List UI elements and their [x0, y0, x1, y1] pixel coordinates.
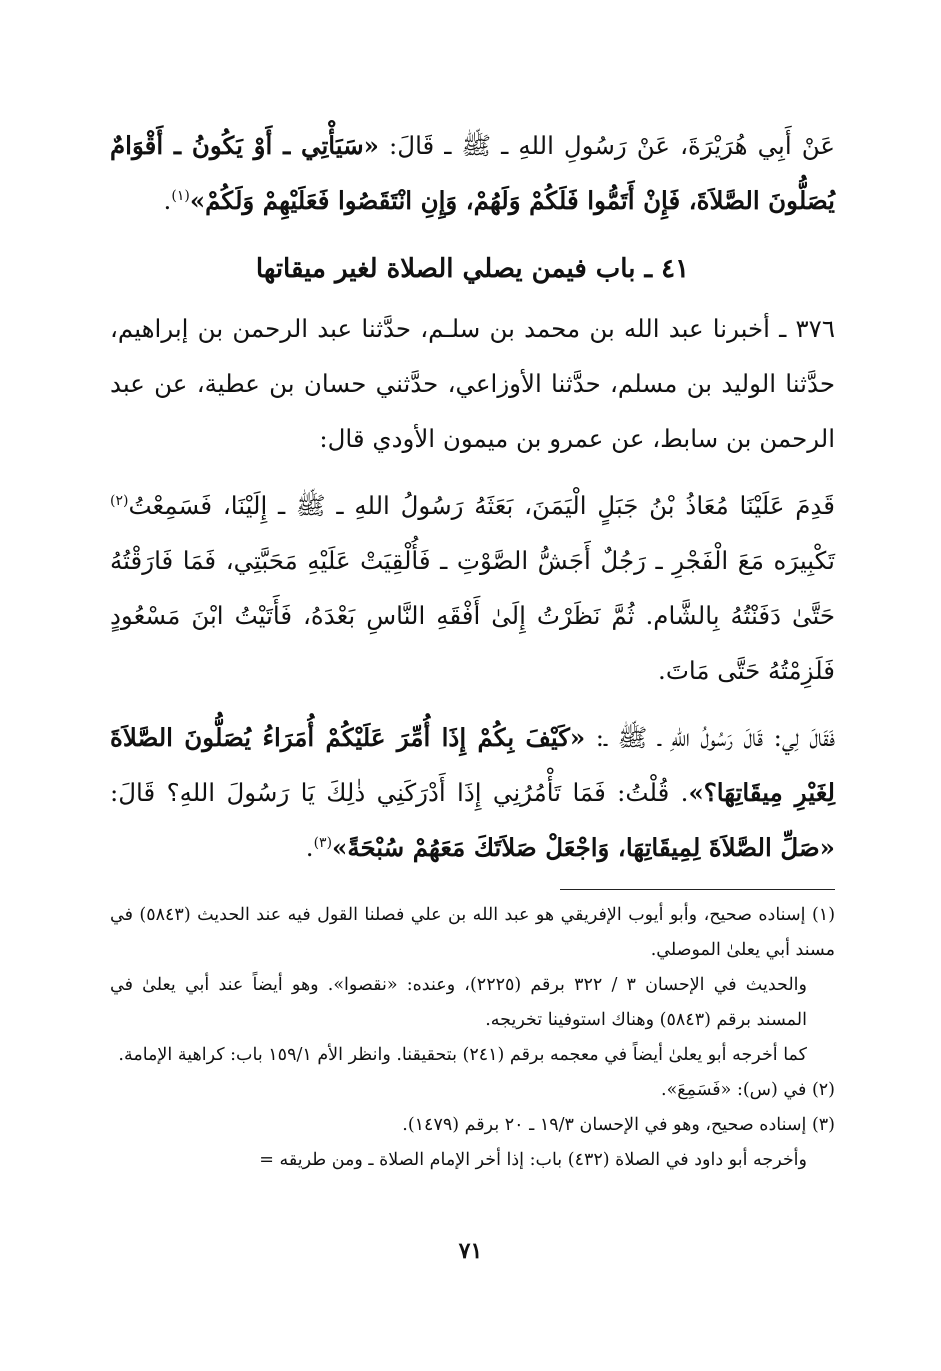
hadith-1-quote: «سَيَأْتِي ـ أَوْ يَكُونُ ـ أَقْوَامٌ يُصَلُّونَ الصَّلاَةَ، فَإِنْ أَتَمُّوا فَلَكُمْ وَلَهُمْ، وَإِنِ انْتَقَصُوا فَعَلَيْهِمْ وَلَكُمْ» [110, 131, 835, 215]
footnote-2: (٢) في (س): «فَسَمِعَ». [661, 1080, 835, 1100]
footnote-ref-2: (٢) [110, 492, 129, 509]
hadith-paragraph-1 [110, 118, 835, 228]
chapter-heading: ٤١ ـ باب فيمن يصلي الصلاة لغير ميقاتها [255, 254, 690, 284]
page-number: ٧١ [458, 1238, 483, 1264]
narration-part-2: تَكْبِيرَه مَعَ الْفَجْرِ ـ رَجُلٌ أَجَشُّ الصَّوْتِ ـ فَأُلْقِيَتْ عَلَيْهِ مَحَبَّتِي، فَمَا فَارَقْتُهُ حَتَّىٰ دَفَنْتُهُ بِالشَّام. ثُمَّ نَظَرْتُ إِلَىٰ أَفْقَهِ النَّاسِ بَعْدَهُ، فَأَتَيْتُ ابْنَ مَسْعُودٍ فَلَزِمْتُهُ حَتَّى مَاتَ. [110, 546, 835, 685]
dialogue-paragraph [110, 710, 835, 875]
dialogue-tail: . [305, 833, 314, 862]
footnote-divider [560, 889, 835, 890]
narration-part-1: قَدِمَ عَلَيْنَا مُعَاذُ بْنُ جَبَلٍ الْيَمَنَ، بَعَثَهُ رَسُولُ اللهِ ـ ﷺ ـ إِلَيْنَا، فَسَمِعْتُ [128, 491, 835, 520]
footnote-1b: والحديث في الإحسان ٣ / ٣٢٢ برقم (٢٢٢٥)، وعنده: «نقصوا». وهو أيضاً عند أبي يعلىٰ في المسند برقم (٥٨٤٣) وهناك استوفينا تخريجه. [110, 975, 807, 1030]
page-content [110, 118, 835, 1318]
isnad-paragraph: ٣٧٦ ـ أخبرنا عبد الله بن محمد بن سلـم، حدَّثنا عبد الرحمن بن إبراهيم، حدَّثنا الوليد بن مسلم، حدَّثنا الأوزاعي، حدَّثني حسان بن عطية، عن عبد الرحمن بن سابط، عن عمرو بن ميمون الأودي قال: [110, 314, 835, 453]
dialogue-quote-1: «كَيْفَ بِكُمْ إِذَا أُمِّرَ عَلَيْكُمْ أُمَرَاءُ يُصَلُّونَ الصَّلاَةَ لِغَيْرِ مِيقَاتِهَا؟» [110, 723, 835, 807]
footnote-ref-1: (١) [171, 187, 190, 204]
dialogue-mid: . قُلْتُ: فَمَا تَأْمُرُنِي إِذَا أَدْرَكَنِي ذٰلِكَ يَا رَسُولَ اللهِ؟ قَالَ: [110, 778, 689, 807]
footnote-1c: كما أخرجه أبو يعلىٰ أيضاً في معجمه برقم (٢٤١) بتحقيقنا. وانظر الأم ١٥٩/١ باب: كراهية الإمامة. [118, 1045, 807, 1065]
hadith-1-tail: . [163, 186, 172, 215]
footnote-ref-3: (٣) [313, 834, 333, 851]
footnote-1a: (١) إسناده صحيح، وأبو أيوب الإفريقي هو عبد الله بن علي فصلنا القول فيه عند الحديث (٥٨٤٣) في مسند أبي يعلىٰ الموصلي. [110, 905, 836, 960]
footnote-3a: (٣) إسناده صحيح، وهو في الإحسان ١٩/٣ ـ ٢٠ برقم (١٤٧٩). [402, 1115, 835, 1135]
narration-paragraph [110, 478, 835, 698]
dialogue-lead: فَقَالَ لِي: قَالَ رَسُولُ اللهِ ـ ﷺ ـ: [585, 723, 835, 752]
footnote-3b: وأخرجه أبو داود في الصلاة (٤٣٢) باب: إذا أخر الإمام الصلاة ـ ومن طريقه = [259, 1150, 807, 1170]
hadith-1-lead: عَنْ أَبِي هُرَيْرَةَ، عَنْ رَسُولِ اللهِ ـ ﷺ ـ قَالَ: [378, 131, 835, 160]
dialogue-quote-2: «صَلِّ الصَّلاَةَ لِمِيقَاتِهَا، وَاجْعَلْ صَلاَتَكَ مَعَهُمْ سُبْحَةً» [332, 833, 835, 862]
footnotes [110, 898, 835, 1178]
